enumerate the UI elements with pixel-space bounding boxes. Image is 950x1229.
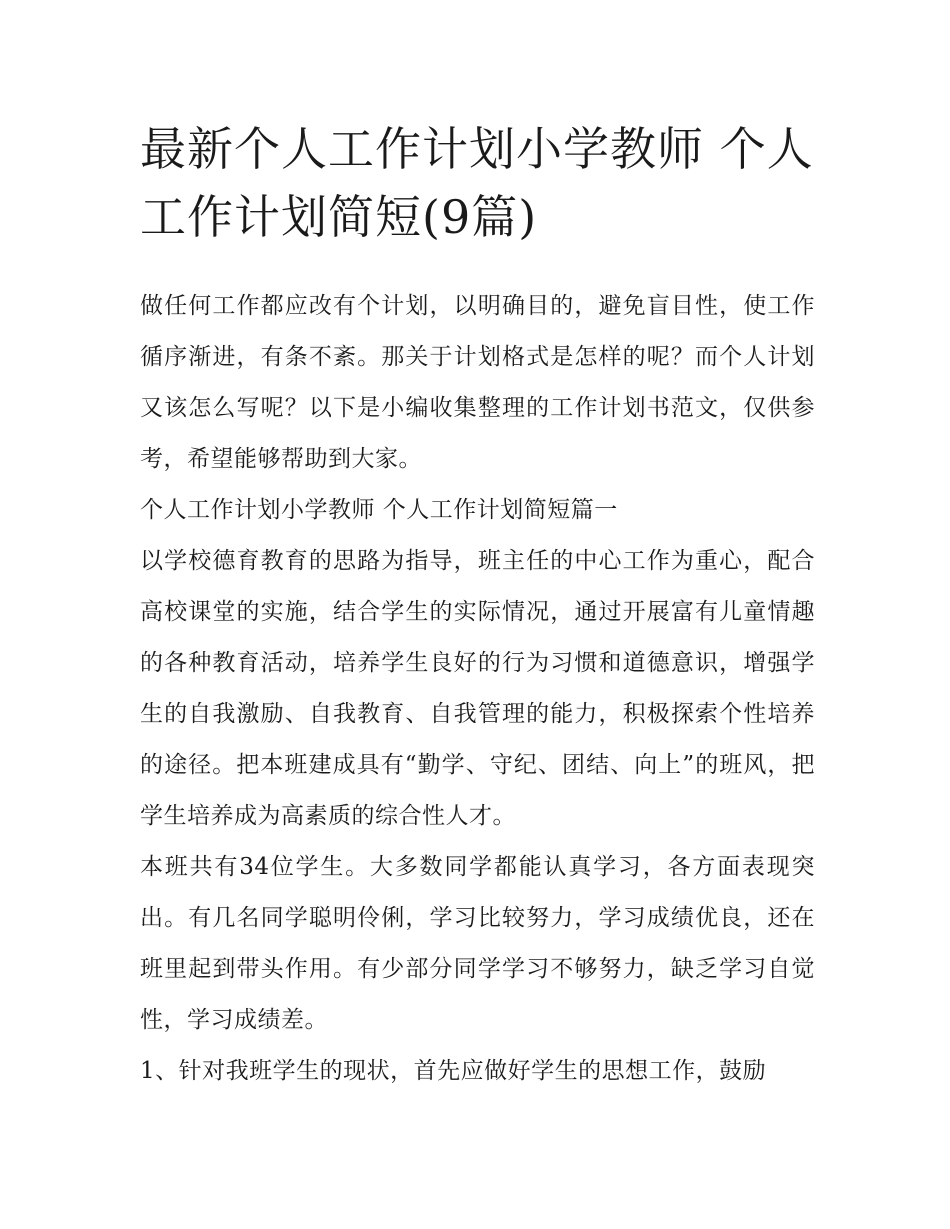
document-title: 最新个人工作计划小学教师 个人工作计划简短(9篇) xyxy=(140,122,814,244)
guideline-paragraph: 以学校德育教育的思路为指导，班主任的中心工作为重心，配合高校课堂的实施，结合学生的实际情况，通过开展富有儿童情趣的各种教育活动，培养学生良好的行为习惯和道德意识，增强学生的自我激励、自我教育、自我管理的能力，积极探索个性培养的途径。把本班建成具有“勤学、守纪、团结、向上”的班风，把学生培养成为高素质的综合性人才。 xyxy=(140,548,815,829)
document-body xyxy=(140,281,815,1097)
class-situation-paragraph: 本班共有34位学生。大多数同学都能认真学习，各方面表现突出。有几名同学聪明伶俐，学习比较努力，学习成绩优良，还在班里起到带头作用。有少部分同学学习不够努力，缺乏学习自觉性，学习成绩差。 xyxy=(140,854,815,1033)
measure-paragraph: 1、针对我班学生的现状，首先应做好学生的思想工作，鼓励 xyxy=(140,1058,767,1084)
intro-paragraph: 做任何工作都应改有个计划，以明确目的，避免盲目性，使工作循序渐进，有条不紊。那关于计划格式是怎样的呢？而个人计划又该怎么写呢？以下是小编收集整理的工作计划书范文，仅供参考，希望能够帮助到大家。 xyxy=(140,293,815,472)
section-heading: 个人工作计划小学教师 个人工作计划简短篇一 xyxy=(140,497,618,523)
